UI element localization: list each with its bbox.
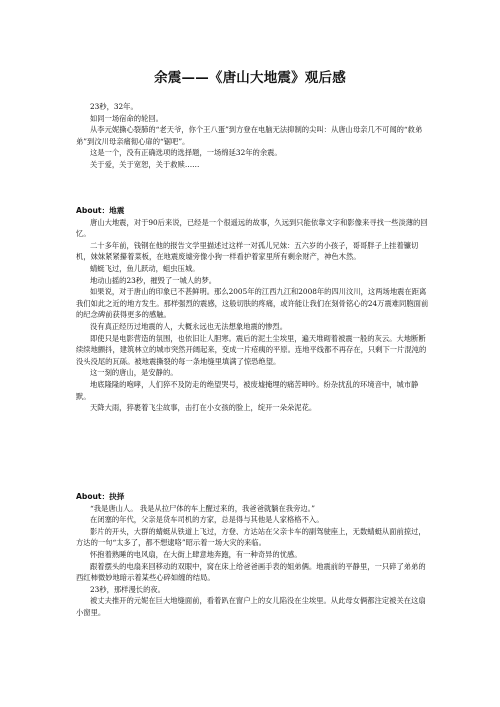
paragraph: 地动山摇的23秒，摧毁了一城人的梦。: [90, 275, 217, 285]
paragraph: 蜻蜓飞过，鱼儿跃动，蛆虫压城。: [90, 263, 200, 273]
paragraph: 天降大雨，猝裹着飞尘故事，击打在小女孩的脸上，绽开一朵朵泥花。: [90, 403, 317, 413]
paragraph: 二十多年前，钱钢在他的报告文学里描述过这样一对孤儿兄妹：五六岁的小孩子，哥哥胖子上挂着镰切机，妹妹紧紧攥着菜板，在地震废墟旁像小狗一样看护着家里所有剩余财产，神色木然。: [76, 240, 419, 262]
paragraph: 即使只是电影营造的氛围，也依旧让人胆寒。震后的泥土尘埃里，遍天堆砌着被震一般的灰云。大地断断续续地颤抖，建筑林立的城市突然开阔起来，变成一片疮痍的平原。连地平线都不再存在，只剩下一片混沌的没头没尾的瓦砾。被地震撕裂的每一条地缝里填满了惊恐绝望。: [76, 333, 427, 366]
section-heading-earthquake: About：地震: [76, 206, 125, 215]
paragraph: 地底隆隆的咆哮，人们猝不及防走的绝望哭号，被废墟掩埋的痛苦呻吟。纷杂扰乱的环境音中，城市静默。: [76, 379, 419, 401]
section-heading-choice: About：抉择: [76, 492, 125, 501]
intro-section: [76, 101, 432, 171]
earthquake-section: [76, 205, 432, 414]
paragraph: 怀抱着熟睡的电风扇，在大街上肆意地奔跑，有一种奇异的忧感。: [90, 549, 302, 559]
intro-line: 关于爱，关于宽恕，关于救赎……: [90, 159, 200, 169]
paragraph: 没有真正经历过地震的人，大概永远也无法想象地震的惨烈。: [90, 321, 288, 331]
intro-line: 如同一场宿命的轮回。: [90, 113, 163, 123]
paragraph: 唐山大地震，对于90后来说，已经是一个很遥远的故事，久远到只能依靠文字和影像来寻找一些淡薄的回忆。: [76, 217, 428, 239]
paragraph: 影片的开头，大群的蜻蜓从铁道上飞过，方登、方达站在父亲卡车的副驾驶座上，无数蜻蜓从面前掠过，方达的一句“太多了，都不想逮咯”昭示着一场大灾的来临。: [76, 526, 426, 548]
intro-line: 23秒，32年。: [90, 102, 138, 111]
paragraph: 如果说，对于唐山的印象已不甚鲜明。那么2005年的江西九江和2008年的四川汶川，这两场地震在距离我们如此之近的地方发生。那样强烈的震感，这般切肤的疼痛，或许能让我们在刻骨铭心的24万震难同胞面前的纪念碑前获得更多的感触。: [76, 287, 429, 320]
paragraph: 跟着摆头的电扇来回移动的双眼中，窝在床上给爸爸画手表的姐弟俩。地震前的平静里，一只碎了弟弟的西红柿微妙地暗示着某些心碎如缠的结局。: [76, 561, 426, 583]
intro-line: 这是一个，没有正确选项的选择题，一场绵延32年的余震。: [90, 148, 282, 158]
paragraph: “我是唐山人。 我是从拉尸体的车上醒过来的，我爸爸就躺在我旁边。”: [90, 503, 316, 513]
intro-line: 从李元妮撕心裂肺的“老天爷，你个王八蛋”到方登在电脑无法抑制的尖叫：从唐山母亲几不可闻的“救弟弟”到汶川母亲痛彻心扉的“锯吧”。: [76, 125, 423, 146]
paragraph: 在闭塞的年代，父亲是货车司机的方家，总是得与其他是人家格格不入。: [90, 515, 324, 525]
choice-section: [76, 491, 432, 619]
document-title: 余震——《唐山大地震》观后感: [154, 70, 346, 86]
paragraph: 23秒，那样漫长的夜。: [90, 584, 165, 594]
paragraph: 被丈夫推开的元妮在巨大地缝面前，看着趴在窗户上的女儿陷没在尘埃里。从此母女俩都注定被关在这扇小窗里。: [76, 596, 426, 617]
paragraph: 这一刻的唐山，是安静的。: [90, 368, 178, 378]
